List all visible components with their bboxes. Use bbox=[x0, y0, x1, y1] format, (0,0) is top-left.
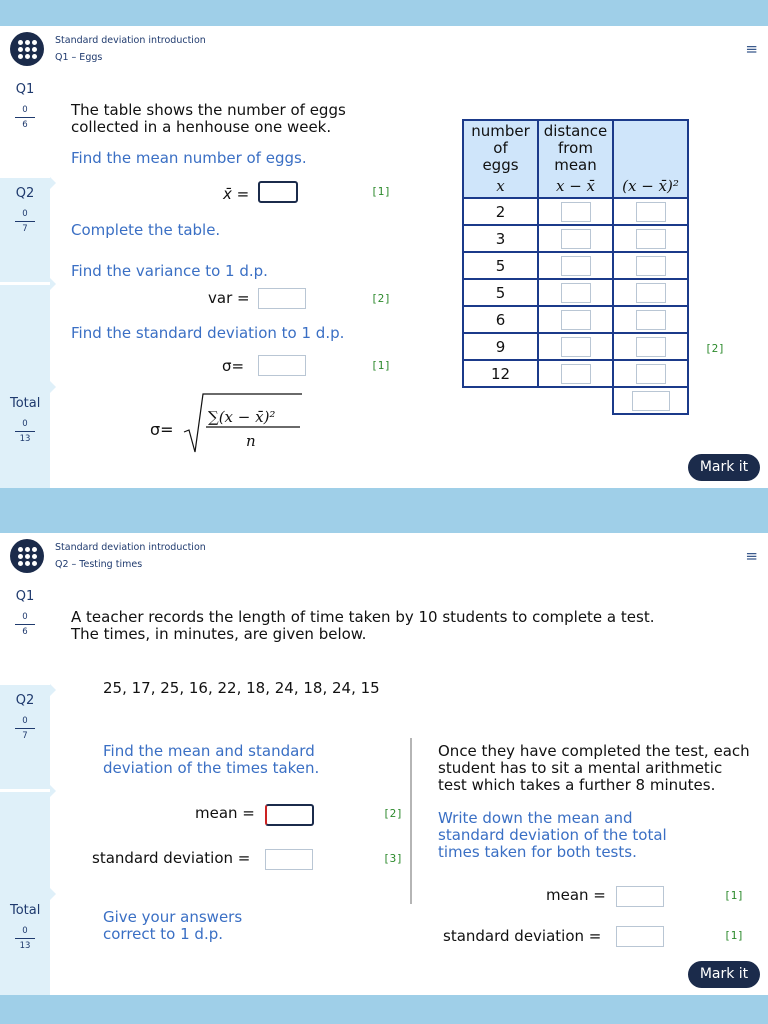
mean-input[interactable] bbox=[258, 181, 298, 203]
distance-input[interactable] bbox=[561, 310, 591, 330]
find-mean-prompt: Find the mean number of eggs. bbox=[71, 149, 307, 167]
intro-line: A teacher records the length of time taken by 10 students to complete a test. bbox=[71, 608, 655, 626]
mean-marks: [2] bbox=[383, 807, 403, 820]
sd-marks: [3] bbox=[383, 852, 403, 865]
table-row bbox=[463, 225, 688, 252]
breadcrumb-title: Standard deviation introduction bbox=[55, 35, 206, 46]
sidebar-item-total bbox=[0, 895, 50, 995]
header-line: of bbox=[493, 139, 508, 157]
question-panel-q1 bbox=[0, 26, 768, 488]
table-row bbox=[463, 252, 688, 279]
mark-it-button[interactable]: Mark it bbox=[688, 961, 760, 988]
table-row bbox=[463, 198, 688, 225]
total-sd-input[interactable] bbox=[616, 926, 664, 947]
squared-input[interactable] bbox=[636, 202, 666, 222]
complete-table-prompt: Complete the table. bbox=[71, 221, 221, 239]
header-line: eggs bbox=[482, 156, 519, 174]
score-value: 0 bbox=[22, 716, 28, 726]
header-symbol: x − x̄ bbox=[555, 177, 596, 195]
table-marks: [2] bbox=[705, 342, 725, 355]
prompt-line: Find the mean and standard bbox=[103, 742, 315, 760]
sidebar-item-label: Q2 bbox=[15, 186, 35, 201]
squared-input[interactable] bbox=[636, 229, 666, 249]
prompt-line: deviation of the times taken. bbox=[103, 759, 320, 777]
sidebar-item-q2[interactable] bbox=[0, 685, 50, 789]
pointer-arrow bbox=[50, 785, 56, 797]
sidebar-spacer bbox=[0, 789, 50, 895]
followup-text bbox=[438, 743, 750, 794]
mean-marks: [1] bbox=[371, 185, 391, 198]
prompt-line: times taken for both tests. bbox=[438, 843, 637, 861]
pointer-arrow bbox=[50, 278, 56, 290]
intro-line: The times, in minutes, are given below. bbox=[71, 625, 367, 643]
sigma-label: σ= bbox=[222, 357, 245, 375]
x-value: 5 bbox=[463, 252, 538, 279]
formula-numerator: ∑(x − x̄)² bbox=[208, 408, 276, 426]
score-total: 13 bbox=[19, 434, 31, 444]
header-line: distance bbox=[543, 122, 608, 140]
distance-input[interactable] bbox=[561, 229, 591, 249]
mean-label: mean = bbox=[195, 804, 255, 822]
find-sd-prompt: Find the standard deviation to 1 d.p. bbox=[71, 324, 345, 342]
total-mean-label: mean = bbox=[546, 886, 606, 904]
variance-input[interactable] bbox=[258, 288, 306, 309]
pointer-arrow bbox=[50, 177, 56, 189]
x-value: 3 bbox=[463, 225, 538, 252]
variance-label: var = bbox=[208, 289, 250, 307]
x-value: 6 bbox=[463, 306, 538, 333]
sd-input[interactable] bbox=[258, 355, 306, 376]
data-values: 25, 17, 25, 16, 22, 18, 24, 18, 24, 15 bbox=[103, 679, 380, 697]
squared-input[interactable] bbox=[636, 283, 666, 303]
intro-text bbox=[71, 102, 346, 136]
header-symbol: x bbox=[496, 177, 505, 195]
table-row bbox=[463, 279, 688, 306]
followup-line: student has to sit a mental arithmetic bbox=[438, 759, 723, 777]
score-value: 0 bbox=[22, 209, 28, 219]
intro-line: collected in a henhouse one week. bbox=[71, 118, 332, 136]
mark-it-button[interactable]: Mark it bbox=[688, 454, 760, 481]
followup-line: Once they have completed the test, each bbox=[438, 742, 750, 760]
breadcrumb-subtitle: Q2 – Testing times bbox=[55, 559, 143, 570]
distance-input[interactable] bbox=[561, 337, 591, 357]
pointer-arrow bbox=[50, 381, 56, 393]
score-total: 6 bbox=[22, 627, 28, 637]
total-mean-marks: [1] bbox=[724, 889, 744, 902]
breadcrumb-title: Standard deviation introduction bbox=[55, 542, 206, 553]
pointer-arrow bbox=[50, 888, 56, 900]
note-line: correct to 1 d.p. bbox=[103, 925, 224, 943]
grid-menu-icon[interactable] bbox=[10, 539, 44, 573]
distance-input[interactable] bbox=[561, 202, 591, 222]
header-distance-from-mean bbox=[538, 120, 613, 198]
score-total: 6 bbox=[22, 120, 28, 130]
sidebar-spacer bbox=[0, 282, 50, 388]
sidebar-item-q2[interactable] bbox=[0, 178, 50, 282]
x-value: 2 bbox=[463, 198, 538, 225]
sidebar-item-label: Q1 bbox=[15, 589, 35, 604]
score-fraction bbox=[15, 612, 35, 637]
sum-input[interactable] bbox=[632, 391, 670, 411]
header-line: number bbox=[471, 122, 530, 140]
sd-input[interactable] bbox=[265, 849, 313, 870]
note-line: Give your answers bbox=[103, 908, 243, 926]
sd-label: standard deviation = bbox=[92, 849, 251, 867]
write-down-prompt bbox=[438, 810, 667, 861]
squared-input[interactable] bbox=[636, 256, 666, 276]
score-value: 0 bbox=[22, 612, 28, 622]
x-value: 9 bbox=[463, 333, 538, 360]
sidebar-item-q1[interactable] bbox=[0, 581, 50, 679]
variance-marks: [2] bbox=[371, 292, 391, 305]
x-value: 12 bbox=[463, 360, 538, 387]
sidebar-item-label: Q2 bbox=[15, 693, 35, 708]
hamburger-icon[interactable]: ≡ bbox=[745, 547, 758, 565]
grid-menu-icon[interactable] bbox=[10, 32, 44, 66]
formula-lhs: σ= bbox=[150, 420, 174, 439]
prompt-line: Write down the mean and bbox=[438, 809, 633, 827]
squared-input[interactable] bbox=[636, 364, 666, 384]
squared-input[interactable] bbox=[636, 337, 666, 357]
prompt-line: standard deviation of the total bbox=[438, 826, 667, 844]
formula-denominator: n bbox=[246, 432, 256, 450]
squared-input[interactable] bbox=[636, 310, 666, 330]
score-value: 0 bbox=[22, 419, 28, 429]
give-answers-note bbox=[103, 909, 242, 943]
score-fraction bbox=[15, 926, 35, 951]
header-line: from bbox=[558, 139, 593, 157]
sidebar-item-label: Total bbox=[10, 903, 41, 918]
score-total: 7 bbox=[22, 731, 28, 741]
pointer-arrow bbox=[50, 684, 56, 696]
sd-formula bbox=[150, 392, 310, 462]
find-prompt bbox=[103, 743, 319, 777]
intro-text bbox=[71, 609, 654, 643]
score-total: 7 bbox=[22, 224, 28, 234]
score-total: 13 bbox=[19, 941, 31, 951]
distance-input[interactable] bbox=[561, 283, 591, 303]
x-value: 5 bbox=[463, 279, 538, 306]
header-squared-distance bbox=[613, 120, 688, 198]
header-symbol: (x − x̄)² bbox=[622, 177, 679, 195]
breadcrumb-subtitle: Q1 – Eggs bbox=[55, 52, 103, 63]
total-mean-input[interactable] bbox=[616, 886, 664, 907]
sidebar-item-q1[interactable] bbox=[0, 74, 50, 172]
total-sd-label: standard deviation = bbox=[443, 927, 602, 945]
score-value: 0 bbox=[22, 105, 28, 115]
table-row bbox=[463, 360, 688, 387]
question-panel-q2 bbox=[0, 533, 768, 995]
sd-marks: [1] bbox=[371, 359, 391, 372]
score-value: 0 bbox=[22, 926, 28, 936]
distance-input[interactable] bbox=[561, 256, 591, 276]
total-sd-marks: [1] bbox=[724, 929, 744, 942]
header-number-of-eggs bbox=[463, 120, 538, 198]
question-sidebar bbox=[0, 581, 50, 995]
header-line: mean bbox=[554, 156, 597, 174]
sidebar-item-total bbox=[0, 388, 50, 488]
sidebar-item-label: Q1 bbox=[15, 82, 35, 97]
eggs-table bbox=[462, 119, 689, 415]
score-fraction bbox=[15, 716, 35, 741]
mean-label: x̄ = bbox=[223, 185, 250, 203]
table-row bbox=[463, 306, 688, 333]
question-sidebar bbox=[0, 74, 50, 488]
intro-line: The table shows the number of eggs bbox=[71, 101, 346, 119]
followup-line: test which takes a further 8 minutes. bbox=[438, 776, 716, 794]
column-divider bbox=[410, 738, 412, 904]
find-variance-prompt: Find the variance to 1 d.p. bbox=[71, 262, 268, 280]
score-fraction bbox=[15, 105, 35, 130]
mean-input[interactable] bbox=[265, 804, 314, 826]
score-fraction bbox=[15, 419, 35, 444]
distance-input[interactable] bbox=[561, 364, 591, 384]
score-fraction bbox=[15, 209, 35, 234]
table-row bbox=[463, 333, 688, 360]
sidebar-item-label: Total bbox=[10, 396, 41, 411]
hamburger-icon[interactable]: ≡ bbox=[745, 40, 758, 58]
table-total-row bbox=[463, 387, 688, 414]
